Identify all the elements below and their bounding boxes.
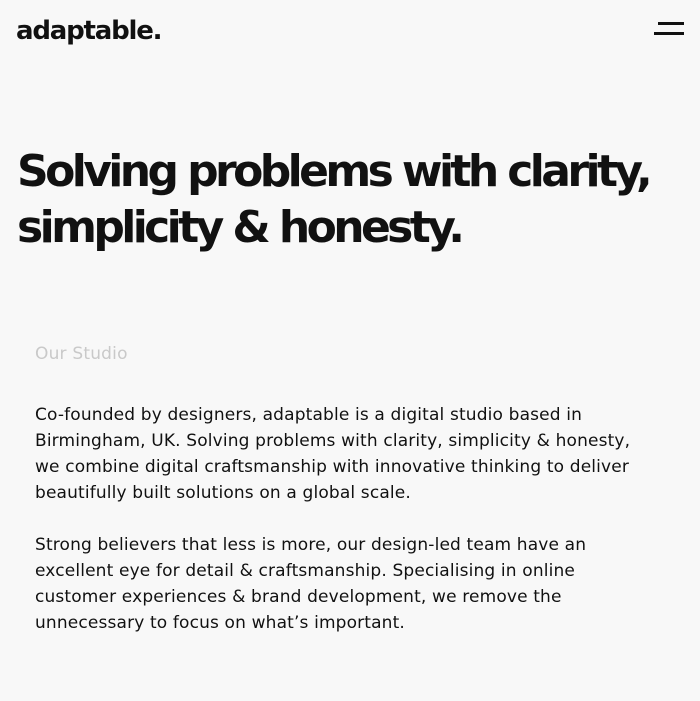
paragraph-line: we combine digital craftsmanship with innovative thinking to deliver xyxy=(35,457,630,477)
studio-paragraph-1 xyxy=(35,402,685,506)
paragraph-line: unnecessary to focus on what’s important. xyxy=(35,613,405,633)
logo[interactable]: adaptable. xyxy=(16,16,162,46)
paragraph-line: customer experiences & brand development, we remove the xyxy=(35,587,562,607)
hero-heading xyxy=(17,144,687,256)
site-header xyxy=(0,0,700,62)
paragraph-line: Birmingham, UK. Solving problems with clarity, simplicity & honesty, xyxy=(35,431,631,451)
paragraph-line: Strong believers that less is more, our design-led team have an xyxy=(35,535,587,555)
hero-line-2: simplicity & honesty. xyxy=(17,202,462,253)
paragraph-line: Co-founded by designers, adaptable is a digital studio based in xyxy=(35,405,583,425)
menu-bar-bottom xyxy=(654,32,684,35)
section-label-our-studio: Our Studio xyxy=(35,344,128,364)
menu-bar-top xyxy=(658,22,684,25)
paragraph-line: excellent eye for detail & craftsmanship. Specialising in online xyxy=(35,561,576,581)
studio-paragraph-2 xyxy=(35,532,685,636)
hamburger-menu-icon[interactable] xyxy=(650,18,688,42)
hero-line-1: Solving problems with clarity, xyxy=(17,146,650,197)
paragraph-line: beautifully built solutions on a global scale. xyxy=(35,483,411,503)
